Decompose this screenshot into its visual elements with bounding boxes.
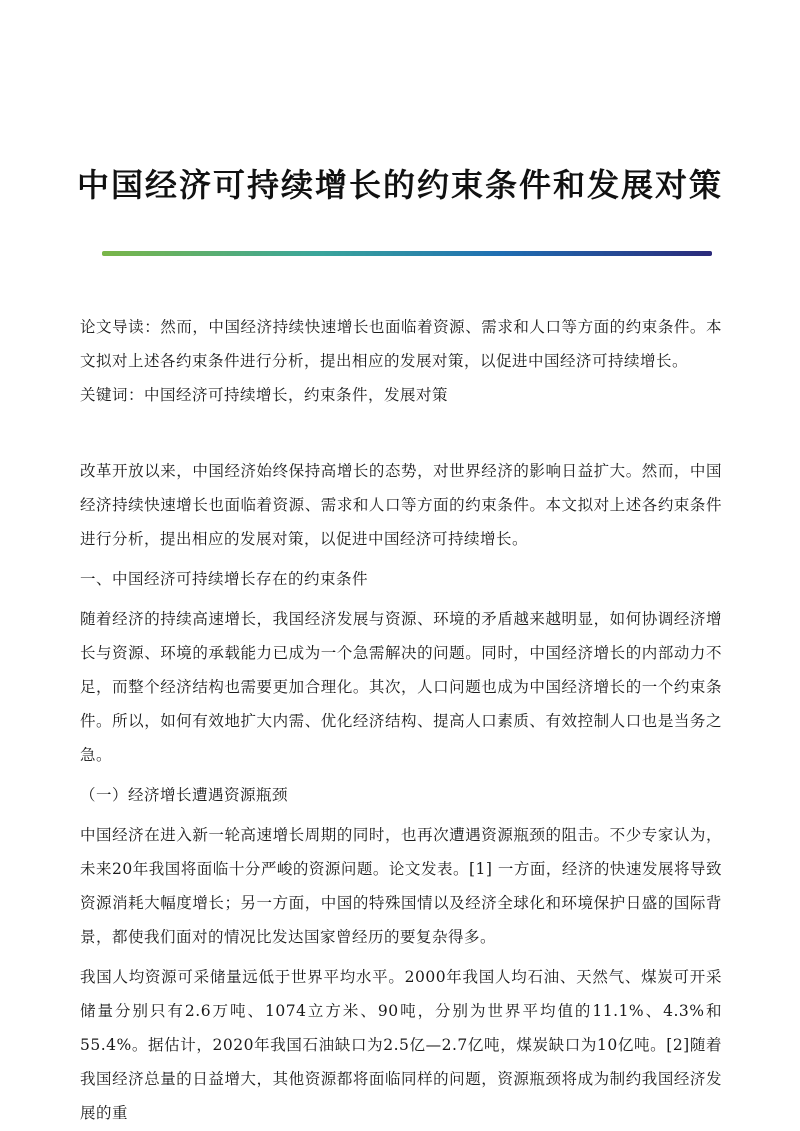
document-title: 中国经济可持续增长的约束条件和发展对策	[76, 166, 723, 204]
section-heading: 一、中国经济可持续增长存在的约束条件	[80, 570, 369, 588]
keywords-label: 关键词：	[80, 386, 145, 404]
paragraph-resource-reserves: 我国人均资源可采储量远低于世界平均水平。2000年我国人均石油、天然气、煤炭可开采储量分别只有2.6万吨、1074立方米、90吨，分别为世界平均值的11.1%、4.3%和55.4%。据估计，2020年我国石油缺口为2.5亿—2.7亿吨，煤炭缺口为10亿吨。[2]随着我国经济总量的日益增大，其他资源都将面临同样的问题，资源瓶颈将成为制约我国经济发展的重	[80, 968, 722, 1122]
subsection-heading: （一）经济增长遭遇资源瓶颈	[80, 786, 289, 804]
keywords-text: 中国经济可持续增长，约束条件，发展对策	[144, 386, 449, 404]
abstract	[80, 310, 722, 378]
title-divider	[102, 251, 712, 256]
abstract-text: 然而，中国经济持续快速增长也面临着资源、需求和人口等方面的约束条件。本文拟对上述各约束条件进行分析，提出相应的发展对策，以促进中国经济可持续增长。	[80, 318, 722, 370]
section-spacer	[80, 412, 722, 454]
document-body	[80, 310, 722, 1130]
paragraph-constraints: 随着经济的持续高速增长，我国经济发展与资源、环境的矛盾越来越明显，如何协调经济增长与资源、环境的承载能力已成为一个急需解决的问题。同时，中国经济增长的内部动力不足，而整个经济结构也需要更加合理化。其次，人口问题也成为中国经济增长的一个约束条件。所以，如何有效地扩大内需、优化经济结构、提高人口素质、有效控制人口也是当务之急。	[80, 610, 722, 764]
paragraph-resource-bottleneck: 中国经济在进入新一轮高速增长周期的同时，也再次遭遇资源瓶颈的阻击。不少专家认为，未来20年我国将面临十分严峻的资源问题。论文发表。[1] 一方面，经济的快速发展将导致资源消耗大幅度增长；另一方面，中国的特殊国情以及经济全球化和环境保护日盛的国际背景，都使我们面对的情况比发达国家曾经历的要复杂得多。	[80, 826, 722, 946]
keywords	[80, 378, 722, 412]
paragraph-intro: 改革开放以来，中国经济始终保持高增长的态势，对世界经济的影响日益扩大。然而，中国经济持续快速增长也面临着资源、需求和人口等方面的约束条件。本文拟对上述各约束条件进行分析，提出相应的发展对策，以促进中国经济可持续增长。	[80, 462, 722, 548]
abstract-label: 论文导读：	[80, 318, 161, 336]
